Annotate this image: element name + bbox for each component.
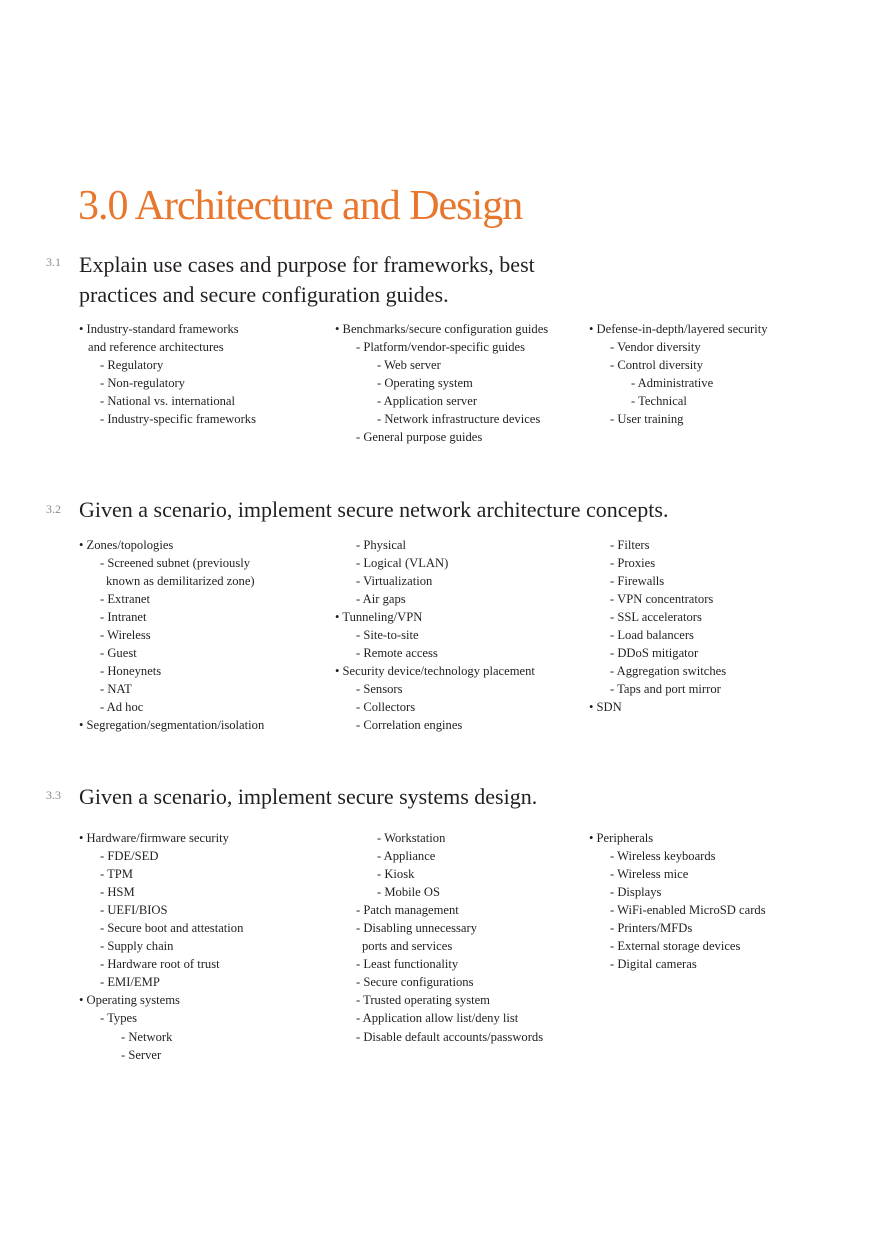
section-3-1-column-2 xyxy=(335,320,548,446)
list-item: • SDN xyxy=(589,700,622,715)
section-number: 3.1 xyxy=(46,255,61,269)
list-item: known as demilitarized zone) xyxy=(106,574,255,589)
list-item: - Operating system xyxy=(377,376,473,391)
list-item: • Security device/technology placement xyxy=(335,664,535,679)
list-item: - Control diversity xyxy=(610,358,704,373)
list-item: - Disabling unnecessary xyxy=(356,921,478,936)
list-item: - External storage devices xyxy=(610,939,741,954)
list-item: - Remote access xyxy=(356,646,438,661)
list-item: - Administrative xyxy=(631,376,714,391)
list-item: - Wireless xyxy=(100,628,151,643)
list-item: - Filters xyxy=(610,538,650,552)
section-3-2-column-3 xyxy=(589,536,726,716)
list-item: - Taps and port mirror xyxy=(610,682,721,697)
list-item: - FDE/SED xyxy=(100,849,159,864)
list-item: - Load balancers xyxy=(610,628,694,643)
list-item: - Ad hoc xyxy=(100,700,144,715)
list-item: - Technical xyxy=(631,394,687,409)
list-item: - Physical xyxy=(356,538,407,552)
list-item: - Honeynets xyxy=(100,664,162,679)
list-item: • Hardware/firmware security xyxy=(79,831,229,845)
list-item: - EMI/EMP xyxy=(100,975,160,990)
list-item: - Server xyxy=(121,1047,162,1062)
list-item: - Virtualization xyxy=(356,574,433,589)
list-item: - Hardware root of trust xyxy=(100,957,220,972)
list-item: - Secure configurations xyxy=(356,975,474,990)
list-item: - DDoS mitigator xyxy=(610,646,699,661)
list-item: - Intranet xyxy=(100,610,147,625)
list-item: • Zones/topologies xyxy=(79,538,174,552)
list-item: - Supply chain xyxy=(100,939,174,954)
list-item: - Logical (VLAN) xyxy=(356,556,449,571)
list-item: - Network xyxy=(121,1029,173,1044)
list-item: - Kiosk xyxy=(377,867,415,882)
section-heading-line: Explain use cases and purpose for frameworks, best xyxy=(79,252,535,277)
list-item: • Peripherals xyxy=(589,831,654,845)
list-item: - Patch management xyxy=(356,903,459,918)
list-item: - Site-to-site xyxy=(356,628,419,643)
list-item: - Least functionality xyxy=(356,957,459,972)
list-item: - Web server xyxy=(377,358,441,373)
list-item: - General purpose guides xyxy=(356,430,483,445)
list-item: - SSL accelerators xyxy=(610,610,702,625)
list-item: • Benchmarks/secure configuration guides xyxy=(335,322,549,336)
list-item: • Tunneling/VPN xyxy=(335,610,423,625)
list-item: - Sensors xyxy=(356,682,403,697)
section-heading xyxy=(79,495,668,525)
list-item: - Platform/vendor-specific guides xyxy=(356,340,526,355)
section-heading xyxy=(79,782,537,812)
list-item: - UEFI/BIOS xyxy=(100,903,168,918)
section-3-2-column-2 xyxy=(335,536,535,735)
list-item: - Wireless mice xyxy=(610,867,689,882)
list-item: - Guest xyxy=(100,646,137,661)
section-heading xyxy=(79,250,535,310)
section-3-2-column-1 xyxy=(79,536,264,735)
list-item: • Defense-in-depth/layered security xyxy=(589,322,768,336)
list-item: - Digital cameras xyxy=(610,957,697,972)
list-item: - WiFi-enabled MicroSD cards xyxy=(610,903,766,918)
list-item: - Air gaps xyxy=(356,592,406,607)
list-item: - Firewalls xyxy=(610,574,665,589)
section-3-3-column-3 xyxy=(589,829,766,973)
section-heading-line: Given a scenario, implement secure network architecture concepts. xyxy=(79,497,669,522)
list-item: - NAT xyxy=(100,682,132,697)
list-item: • Industry-standard frameworks xyxy=(79,322,239,336)
list-item: - Trusted operating system xyxy=(356,993,490,1008)
list-item: - HSM xyxy=(100,885,135,900)
list-item: - Wireless keyboards xyxy=(610,849,716,864)
list-item: - Printers/MFDs xyxy=(610,921,693,936)
list-item: - Application server xyxy=(377,394,478,409)
list-item: - Regulatory xyxy=(100,358,164,373)
list-item: - TPM xyxy=(100,867,134,882)
list-item: - Disable default accounts/passwords xyxy=(356,1029,544,1044)
section-3-3-column-1 xyxy=(79,829,243,1064)
list-item: - Secure boot and attestation xyxy=(100,921,244,936)
list-item: - Vendor diversity xyxy=(610,340,701,355)
list-item: - Extranet xyxy=(100,592,150,607)
section-number: 3.2 xyxy=(46,502,61,516)
list-item: - Proxies xyxy=(610,556,656,571)
list-item: - VPN concentrators xyxy=(610,592,714,607)
list-item: - Network infrastructure devices xyxy=(377,412,541,427)
list-item: - Types xyxy=(100,1011,138,1026)
list-item: - Industry-specific frameworks xyxy=(100,412,256,427)
list-item: • Operating systems xyxy=(79,993,180,1008)
list-item: - Mobile OS xyxy=(377,885,440,900)
section-3-3-column-2 xyxy=(335,829,543,1046)
section-heading-line: Given a scenario, implement secure systems design. xyxy=(79,784,538,809)
list-item: - Appliance xyxy=(377,849,436,864)
list-item: - Correlation engines xyxy=(356,718,463,733)
list-item: - Application allow list/deny list xyxy=(356,1011,519,1026)
list-item: and reference architectures xyxy=(88,340,224,355)
list-item: - Workstation xyxy=(377,831,446,845)
section-heading-line: practices and secure configuration guides. xyxy=(79,282,449,307)
list-item: - Screened subnet (previously xyxy=(100,556,251,571)
section-3-1-column-1 xyxy=(79,320,256,428)
page-title: 3.0 Architecture and Design xyxy=(78,183,523,229)
list-item: ports and services xyxy=(362,939,453,954)
section-3-1-column-3 xyxy=(589,320,768,428)
list-item: - National vs. international xyxy=(100,394,235,409)
list-item: • Segregation/segmentation/isolation xyxy=(79,718,265,733)
list-item: - User training xyxy=(610,412,684,427)
list-item: - Collectors xyxy=(356,700,416,715)
list-item: - Non-regulatory xyxy=(100,376,185,391)
section-number: 3.3 xyxy=(46,788,61,802)
list-item: - Aggregation switches xyxy=(610,664,727,679)
list-item: - Displays xyxy=(610,885,662,900)
